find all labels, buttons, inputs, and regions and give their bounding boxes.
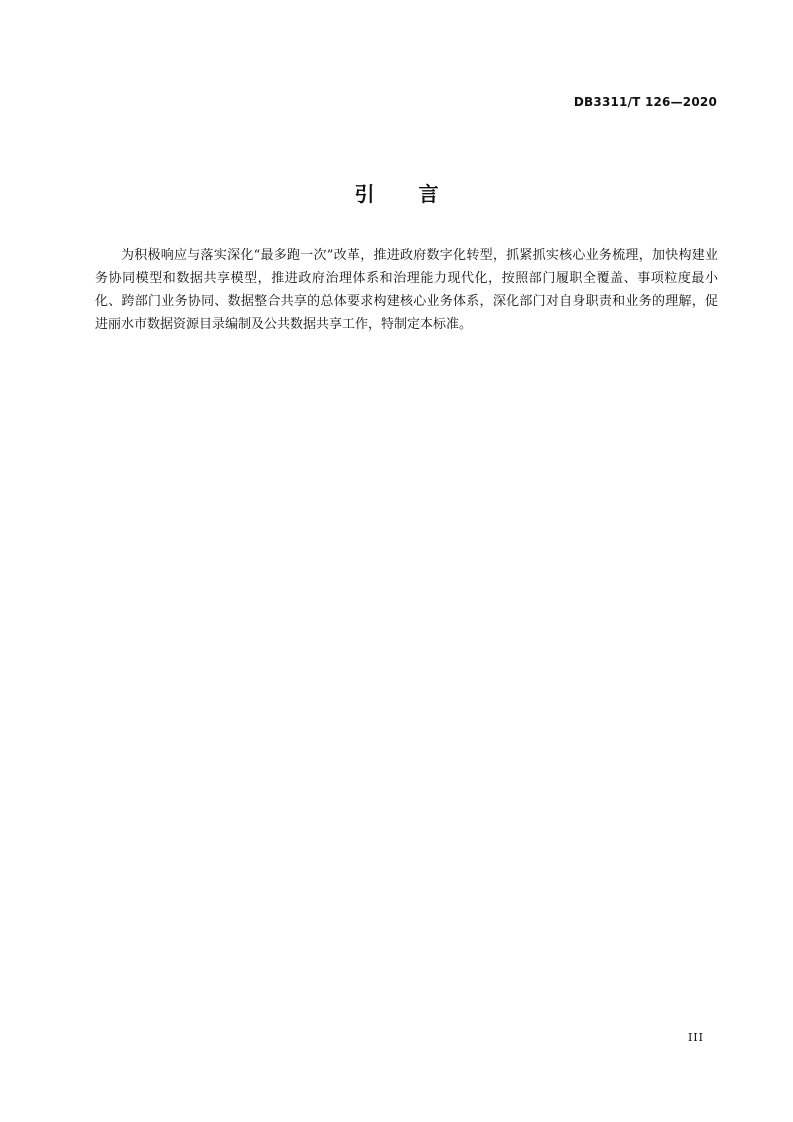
page-number: III bbox=[687, 1031, 704, 1044]
section-title: 引言 bbox=[354, 182, 483, 206]
standard-code: DB3311/T 126—2020 bbox=[573, 95, 717, 109]
introduction-paragraph: 为积极响应与落实深化“最多跑一次”改革，推进政府数字化转型，抓紧抓实核心业务梳理，加快构建业务协同模型和数据共享模型，推进政府治理体系和治理能力现代化，按照部门履职全覆盖、事项粒度最小化、跨部门业务协同、数据整合共享的总体要求构建核心业务体系，深化部门对自身职责和业务的理解，促进丽水市数据资源目录编制及公共数据共享工作，特制定本标准。 bbox=[95, 248, 718, 332]
